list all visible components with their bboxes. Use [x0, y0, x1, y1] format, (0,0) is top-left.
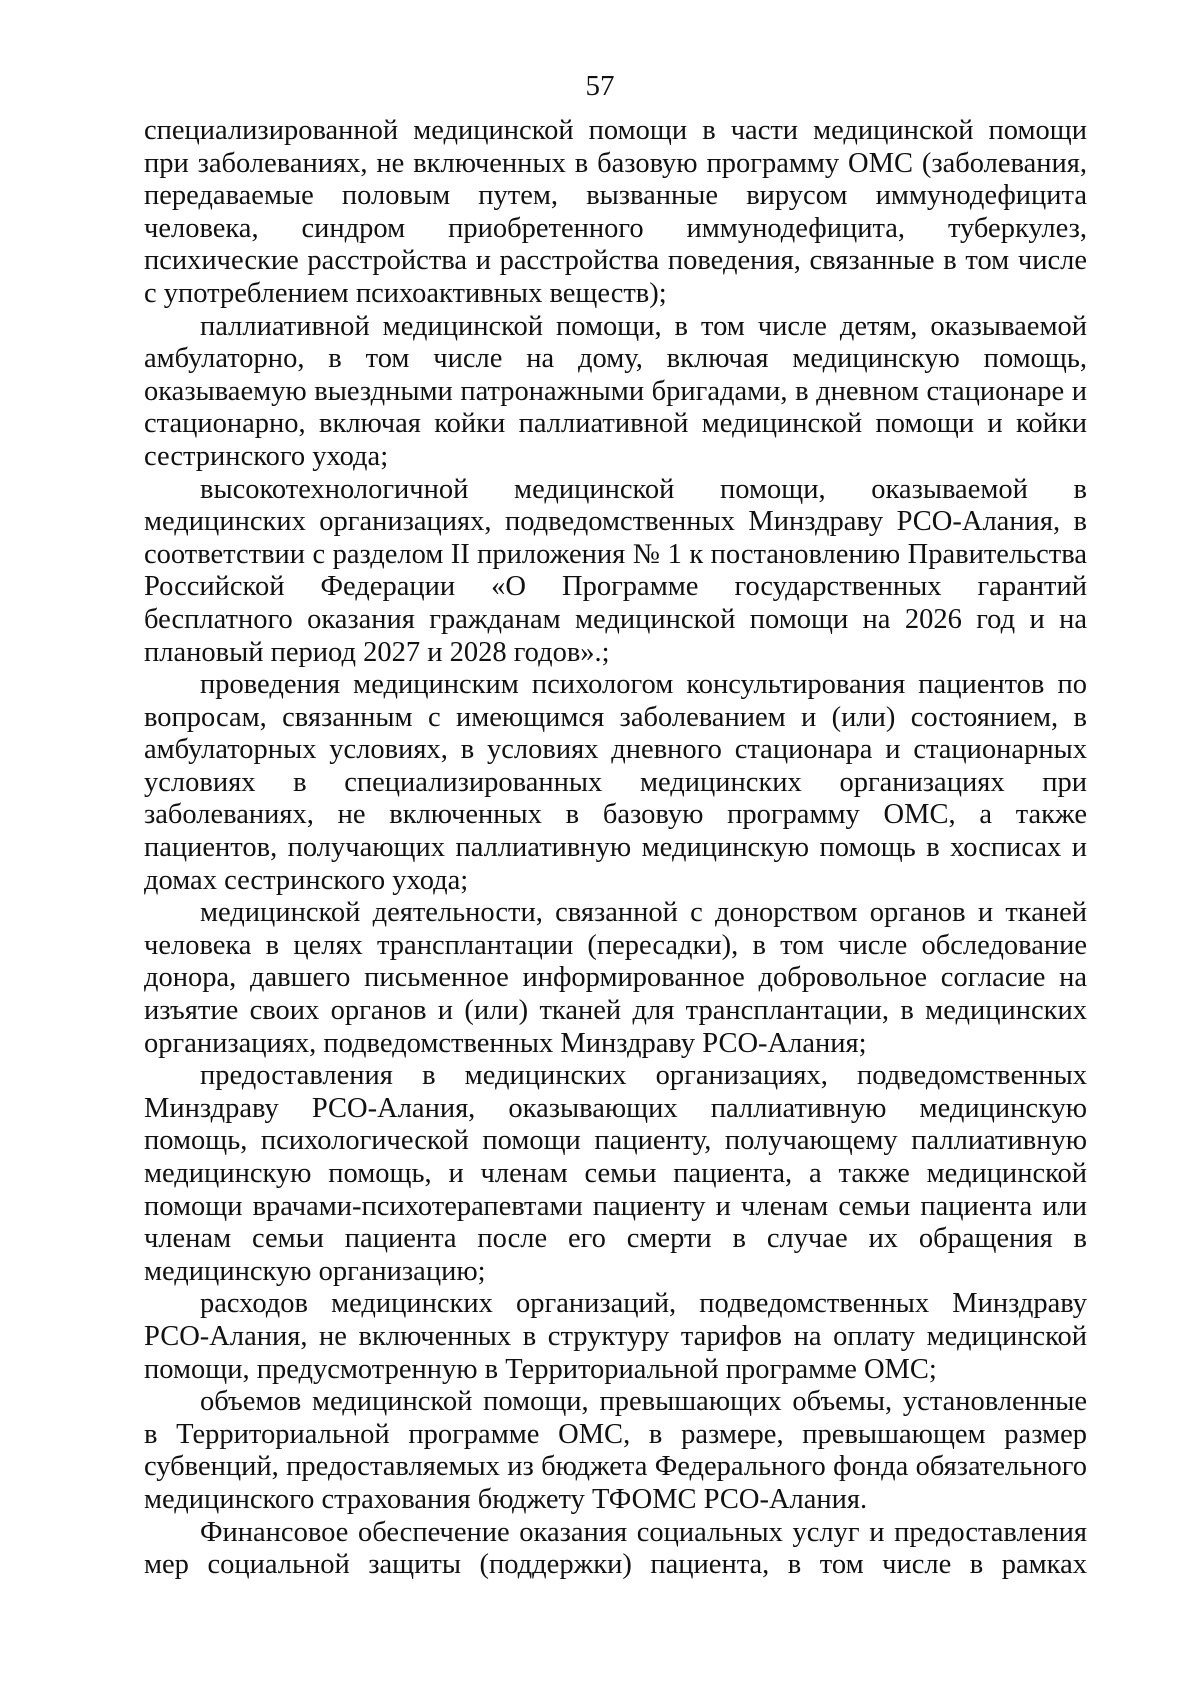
paragraph-specialized-care: специализированной медицинской помощи в части медицинской помощи при заболеваниях, не включенных в базовую программу ОМС (заболевания, передаваемые половым путем, вызванные вирусом иммунодефицита человека, синдром приобретенного иммунодефицита, туберкулез, психические расстройства и расстройства поведения, связанные в том числе с употреблением психоактивных веществ); — [144, 115, 1087, 309]
paragraph-high-tech-care: высокотехнологичной медицинской помощи, оказываемой в медицинских организациях, подведомственных Минздраву РСО-Алания, в соответствии с разделом II приложения № 1 к постановлению Правительства Российской Федерации «О Программе государственных гарантий бесплатного оказания гражданам медицинской помощи на 2026 год и на плановый период 2027 и 2028 годов».; — [144, 473, 1087, 668]
page-number: 57 — [585, 70, 615, 102]
paragraph-palliative-care: паллиативной медицинской помощи, в том числе детям, оказываемой амбулаторно, в том числе на дому, включая медицинскую помощь, оказываемую выездными патронажными бригадами, в дневном стационаре и стационарно, включая койки паллиативной медицинской помощи и койки сестринского ухода; — [144, 310, 1087, 472]
paragraph-organ-donation: медицинской деятельности, связанной с донорством органов и тканей человека в целях трансплантации (пересадки), в том числе обследование донора, давшего письменное информированное добровольное согласие на изъятие своих органов и (или) тканей для трансплантации, в медицинских организациях, подведомственных Минздраву РСО-Алания; — [144, 897, 1087, 1059]
paragraph-social-services: Финансовое обеспечение оказания социальных услуг и предоставления мер социальной защиты (поддержки) пациента, в том числе в рамках — [144, 1516, 1087, 1581]
document-body — [144, 115, 1087, 1582]
paragraph-organization-expenses: расходов медицинских организаций, подведомственных Минздраву РСО-Алания, не включенных в структуру тарифов на оплату медицинской помощи, предусмотренную в Территориальной программе ОМС; — [144, 1288, 1087, 1385]
paragraph-psychological-help: предоставления в медицинских организациях, подведомственных Минздраву РСО-Алания, оказывающих паллиативную медицинскую помощь, психологической помощи пациенту, получающему паллиативную медицинскую помощь, и членам семьи пациента, а также медицинской помощи врачами-психотерапевтами пациенту и членам семьи пациента или членам семьи пациента после его смерти в случае их обращения в медицинскую организацию; — [144, 1060, 1087, 1287]
paragraph-psychologist-counseling: проведения медицинским психологом консультирования пациентов по вопросам, связанным с имеющимся заболеванием и (или) состоянием, в амбулаторных условиях, в условиях дневного стационара и стационарных условиях в специализированных медицинских организациях при заболеваниях, не включенных в базовую программу ОМС, а также пациентов, получающих паллиативную медицинскую помощь в хосписах и домах сестринского ухода; — [144, 669, 1087, 896]
paragraph-excess-volumes: объемов медицинской помощи, превышающих объемы, установленные в Территориальной программе ОМС, в размере, превышающем размер субвенций, предоставляемых из бюджета Федерального фонда обязательного медицинского страхования бюджету ТФОМС РСО-Алания. — [144, 1386, 1087, 1515]
